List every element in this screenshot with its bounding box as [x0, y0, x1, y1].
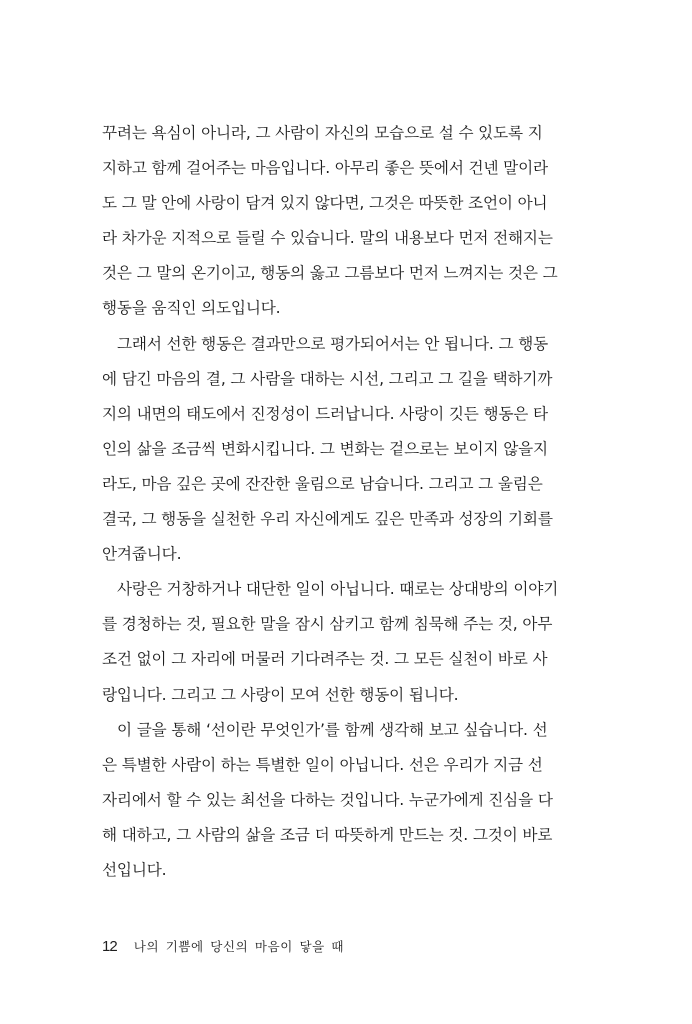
page-number: 12 [102, 938, 117, 955]
text-line: 선입니다. [102, 860, 167, 879]
text-line: 이 글을 통해 ‘선이란 무엇인가’를 함께 생각해 보고 싶습니다. 선 [117, 720, 548, 739]
body-text [102, 116, 572, 888]
text-line: 꾸려는 욕심이 아니라, 그 사람이 자신의 모습으로 설 수 있도록 지 [102, 124, 543, 142]
paragraph-4 [102, 713, 572, 888]
text-line: 랑입니다. 그리고 그 사랑이 모여 선한 행동이 됩니다. [102, 685, 459, 704]
text-line: 지하고 함께 걸어주는 마음입니다. 아무리 좋은 뜻에서 건넨 말이라 [102, 159, 548, 178]
text-line: 안겨줍니다. [102, 545, 182, 564]
text-line: 를 경청하는 것, 필요한 말을 잠시 삼키고 함께 침묵해 주는 것, 아무 [102, 615, 553, 634]
paragraph-2 [102, 327, 572, 573]
text-line: 그래서 선한 행동은 결과만으로 평가되어서는 안 됩니다. 그 행동 [117, 334, 549, 353]
text-line: 행동을 움직인 의도입니다. [102, 299, 281, 318]
page-footer [102, 936, 344, 956]
text-line: 라도, 마음 깊은 곳에 잔잔한 울림으로 남습니다. 그리고 그 울림은 [102, 474, 543, 493]
text-line: 지의 내면의 태도에서 진정성이 드러납니다. 사랑이 깃든 행동은 타 [102, 404, 548, 423]
text-line: 사랑은 거창하거나 대단한 일이 아닙니다. 때로는 상대방의 이야기 [117, 580, 559, 599]
text-line: 것은 그 말의 온기이고, 행동의 옳고 그름보다 먼저 느껴지는 것은 그 [102, 264, 558, 283]
text-line: 은 특별한 사람이 하는 특별한 일이 아닙니다. 선은 우리가 지금 선 [102, 755, 543, 774]
text-line: 인의 삶을 조금씩 변화시킵니다. 그 변화는 겉으로는 보이지 않을지 [102, 439, 548, 458]
text-line: 에 담긴 마음의 결, 그 사람을 대하는 시선, 그리고 그 길을 택하기까 [102, 369, 553, 388]
text-line: 조건 없이 그 자리에 머물러 기다려주는 것. 그 모든 실천이 바로 사 [102, 650, 548, 669]
running-title: 나의 기쁨에 당신의 마음이 닿을 때 [133, 939, 345, 954]
text-line: 라 차가운 지적으로 들릴 수 있습니다. 말의 내용보다 먼저 전해지는 [102, 229, 553, 248]
text-line: 해 대하고, 그 사람의 삶을 조금 더 따뜻하게 만드는 것. 그것이 바로 [102, 825, 553, 844]
paragraph-1 [102, 116, 572, 327]
text-line: 결국, 그 행동을 실천한 우리 자신에게도 깊은 만족과 성장의 기회를 [102, 510, 553, 529]
text-line: 자리에서 할 수 있는 최선을 다하는 것입니다. 누군가에게 진심을 다 [102, 790, 553, 809]
text-line: 도 그 말 안에 사랑이 담겨 있지 않다면, 그것은 따뜻한 조언이 아니 [102, 194, 548, 213]
paragraph-3 [102, 572, 572, 712]
